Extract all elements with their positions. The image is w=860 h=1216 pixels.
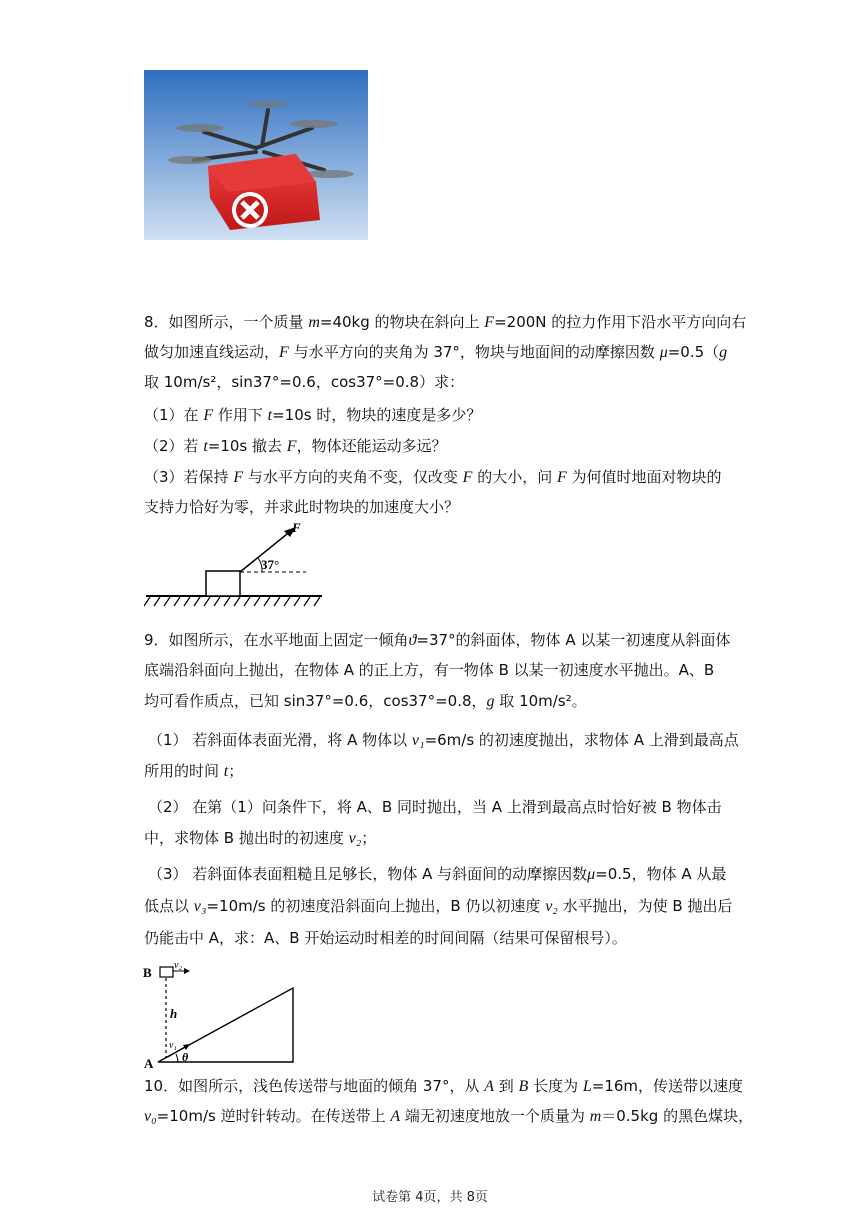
q8-line-3: 取 10m/s²，sin37°=0.6，cos37°=0.8）求：	[144, 373, 465, 391]
angle-label: 37°	[261, 557, 280, 572]
q8-part-3: （3）若保持 F 与水平方向的夹角不变，仅改变 F 的大小，问 F 为何值时地面对物块的	[144, 468, 722, 486]
label-b: B	[143, 965, 152, 980]
q8-line-1: 8．如图所示，一个质量 m=40kg 的物块在斜向上 F=200N 的拉力作用下沿水平方向向右	[144, 313, 747, 331]
label-v1: v₁	[169, 1040, 177, 1051]
block	[206, 571, 240, 596]
q9-part-1: （1） 若斜面体表面光滑，将 A 物体以 v₁=6m/s 的初速度抛出，求物体 A 上滑到最高点	[148, 731, 739, 749]
force-label: F	[292, 520, 301, 535]
q9-part-2: （2） 在第（1）问条件下，将 A、B 同时抛出，当 A 上滑到最高点时恰好被 B 物体击	[148, 798, 722, 816]
q9-part-3-cont-2: 仍能击中 A，求：A、B 开始运动时相差的时间间隔（结果可保留根号）。	[144, 929, 627, 947]
q8-line-2: 做匀加速直线运动，F 与水平方向的夹角为 37°，物块与地面间的动摩擦因数 μ=0.5（g	[144, 343, 728, 361]
q9-part-3-cont: 低点以 v₃=10m/s 的初速度沿斜面向上抛出，B 仍以初速度 v₂ 水平抛出，为使 B 抛出后	[144, 897, 733, 915]
q10-line-1: 10．如图所示，浅色传送带与地面的倾角 37°，从 A 到 B 长度为 L=16m，传送带以速度	[144, 1077, 744, 1095]
q9-line-3: 均可看作质点，已知 sin37°=0.6，cos37°=0.8，g 取 10m/s²。	[144, 692, 587, 710]
q10-line-2: v₀=10m/s 逆时针转动。在传送带上 A 端无初速度地放一个质量为 m＝0.5kg 的黑色煤块，	[144, 1107, 754, 1125]
q9-line-1: 9．如图所示，在水平地面上固定一倾角ϑ=37°的斜面体，物体 A 以某一初速度从斜面体	[144, 631, 731, 649]
q8-part-2: （2）若 t=10s 撤去 F，物体还能运动多远？	[144, 437, 447, 455]
object-b	[160, 967, 173, 977]
label-theta: θ	[182, 1050, 189, 1064]
q8-part-1: （1）在 F 作用下 t=10s 时，物块的速度是多少？	[144, 406, 482, 424]
q9-part-2-cont: 中，求物体 B 抛出时的初速度 v₂；	[144, 829, 377, 847]
page-footer: 试卷第 4页，共 8页	[372, 1190, 488, 1205]
label-v2: v₂	[174, 960, 182, 971]
label-a: A	[144, 1056, 154, 1070]
q9-incline-figure	[140, 958, 300, 1070]
q8-part-3-cont: 支持力恰好为零，并求此时物块的加速度大小？	[144, 498, 460, 516]
label-h: h	[170, 1006, 178, 1021]
drone-photo	[144, 70, 368, 240]
q9-part-1-cont: 所用的时间 t；	[144, 762, 244, 780]
q8-force-figure	[144, 520, 326, 614]
q9-line-2: 底端沿斜面向上抛出，在物体 A 的正上方，有一物体 B 以某一初速度水平抛出。A、B	[144, 661, 715, 679]
q9-part-3: （3） 若斜面体表面粗糙且足够长，物体 A 与斜面间的动摩擦因数μ=0.5，物体 A 从最	[148, 865, 727, 883]
